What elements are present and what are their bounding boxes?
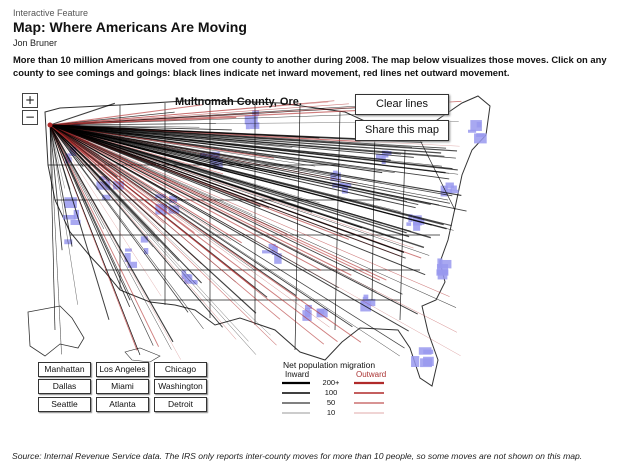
hawaii-outline (125, 348, 160, 362)
county-fill (406, 222, 411, 226)
description: More than 10 million Americans moved from one county to another during 2008. The map below visualizes those moves. Click on any county to see comings and goings: black lines indicate net inward movement, red lines net outward movement. (13, 54, 607, 78)
county-fill (446, 183, 454, 188)
alaska-outline (28, 306, 84, 356)
legend-value: 100 (324, 388, 338, 397)
legend-value: 200+ (322, 378, 340, 387)
clear-lines-button[interactable]: Clear lines (355, 94, 449, 115)
share-map-button[interactable]: Share this map (355, 120, 449, 141)
city-button-seattle[interactable]: Seattle (38, 397, 91, 412)
zoom-out-button[interactable]: − (22, 110, 38, 125)
county-fill (474, 133, 487, 143)
city-button-los-angeles[interactable]: Los Angeles (96, 362, 149, 377)
county-fill (420, 358, 432, 367)
legend-value: 50 (326, 398, 336, 407)
city-button-chicago[interactable]: Chicago (154, 362, 207, 377)
county-fill (125, 248, 132, 251)
city-button-dallas[interactable]: Dallas (38, 379, 91, 394)
county-fill (141, 236, 148, 242)
page-title: Map: Where Americans Are Moving (13, 19, 247, 35)
zoom-in-button[interactable]: + (22, 93, 38, 108)
county-fill (470, 120, 482, 131)
county-fill (246, 123, 250, 129)
legend-outward-label: Outward (356, 370, 387, 379)
source-note: Source: Internal Revenue Service data. The IRS only reports inter-county moves for more than 10 people, so some moves are not shown on this map. (12, 451, 583, 461)
county-fill (364, 295, 369, 299)
city-button-atlanta[interactable]: Atlanta (96, 397, 149, 412)
county-fill (317, 309, 324, 315)
city-button-manhattan[interactable]: Manhattan (38, 362, 91, 377)
county-title: Multnomah County, Ore. (175, 96, 302, 108)
city-button-washington[interactable]: Washington (154, 379, 207, 394)
legend-line-samples (280, 378, 390, 420)
city-button-detroit[interactable]: Detroit (154, 397, 207, 412)
county-fill (423, 350, 433, 354)
origin-marker (48, 123, 53, 128)
legend-value: 10 (326, 408, 336, 417)
legend-inward-label: Inward (285, 370, 310, 379)
byline: Jon Bruner (13, 38, 58, 48)
legend-title: Net population migration (283, 360, 376, 370)
county-fill (411, 356, 419, 367)
kicker-label: Interactive Feature (13, 8, 89, 18)
city-button-miami[interactable]: Miami (96, 379, 149, 394)
county-fill (438, 270, 448, 280)
